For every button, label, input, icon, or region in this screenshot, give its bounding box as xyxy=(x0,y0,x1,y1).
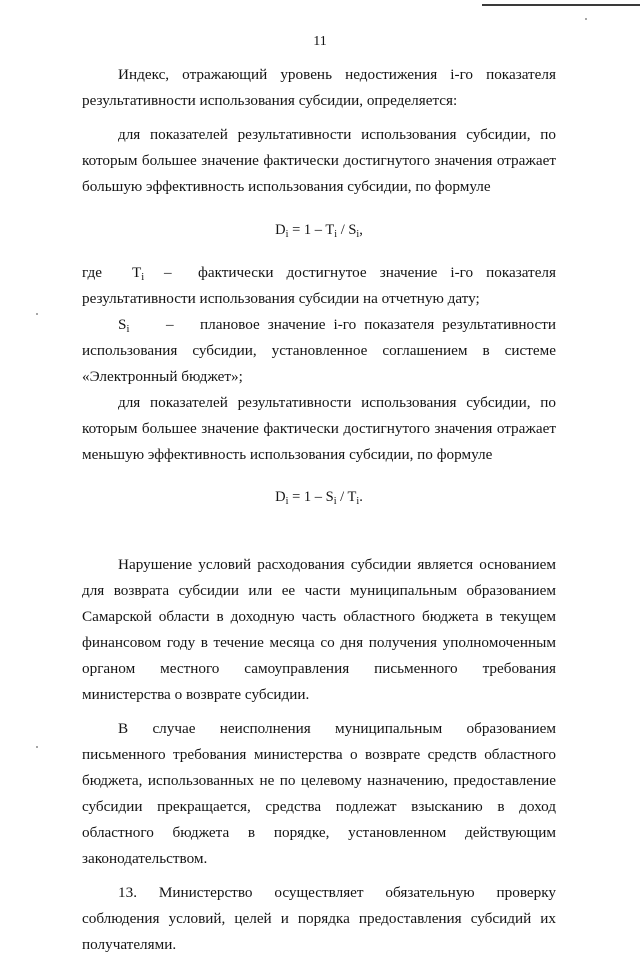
formula-1: $D_i = 1 - T_i / S_i$, xyxy=(275,222,363,240)
page-number: 11 xyxy=(313,34,327,49)
scan-speck xyxy=(36,313,38,315)
definition-s: $S_i$ – плановое значение i-го показателя результативности использования субсидии, установленное соглашением в системе «Электронный бюджет»; xyxy=(82,316,556,385)
scan-speck xyxy=(585,18,587,20)
formula-2: $D_i = 1 - S_i / T_i$. xyxy=(275,489,363,507)
document-body xyxy=(82,62,556,958)
paragraph-formula-case-1: для показателей результативности использования субсидии, по которым большее значение фактически достигнутого значения отражает большую эффективность использования субсидии, по формуле xyxy=(82,126,556,195)
paragraph-clause-13: 13. Министерство осуществляет обязательную проверку соблюдения условий, целей и порядка предоставления субсидий их получателями. xyxy=(82,884,556,953)
paragraph-violation: Нарушение условий расходования субсидии является основанием для возврата субсидии или ее части муниципальным образованием Самарской области в доходную часть областного бюджета в текущем финансовом году в течение месяца со дня получения уполномоченным органом местного самоуправления письменного требования министерства о возврате субсидии. xyxy=(82,556,556,703)
scan-edge-line xyxy=(482,4,640,6)
paragraph-non-fulfillment: В случае неисполнения муниципальным образованием письменного требования министерства о возврате средств областного бюджета, использованных не по целевому назначению, предоставление субсидии прекращается, средства подлежат взысканию в доход областного бюджета в порядке, установленном действующим законодательством. xyxy=(82,720,556,867)
scan-speck xyxy=(36,746,38,748)
paragraph-index-definition: Индекс, отражающий уровень недостижения i-го показателя результативности использования субсидии, определяется: xyxy=(82,66,556,109)
definition-t: где $T_i$ – фактически достигнутое значение i-го показателя результативности использования субсидии на отчетную дату; xyxy=(82,264,556,307)
paragraph-formula-case-2: для показателей результативности использования субсидии, по которым большее значение фактически достигнутого значения отражает меньшую эффективность использования субсидии, по формуле xyxy=(82,394,556,463)
